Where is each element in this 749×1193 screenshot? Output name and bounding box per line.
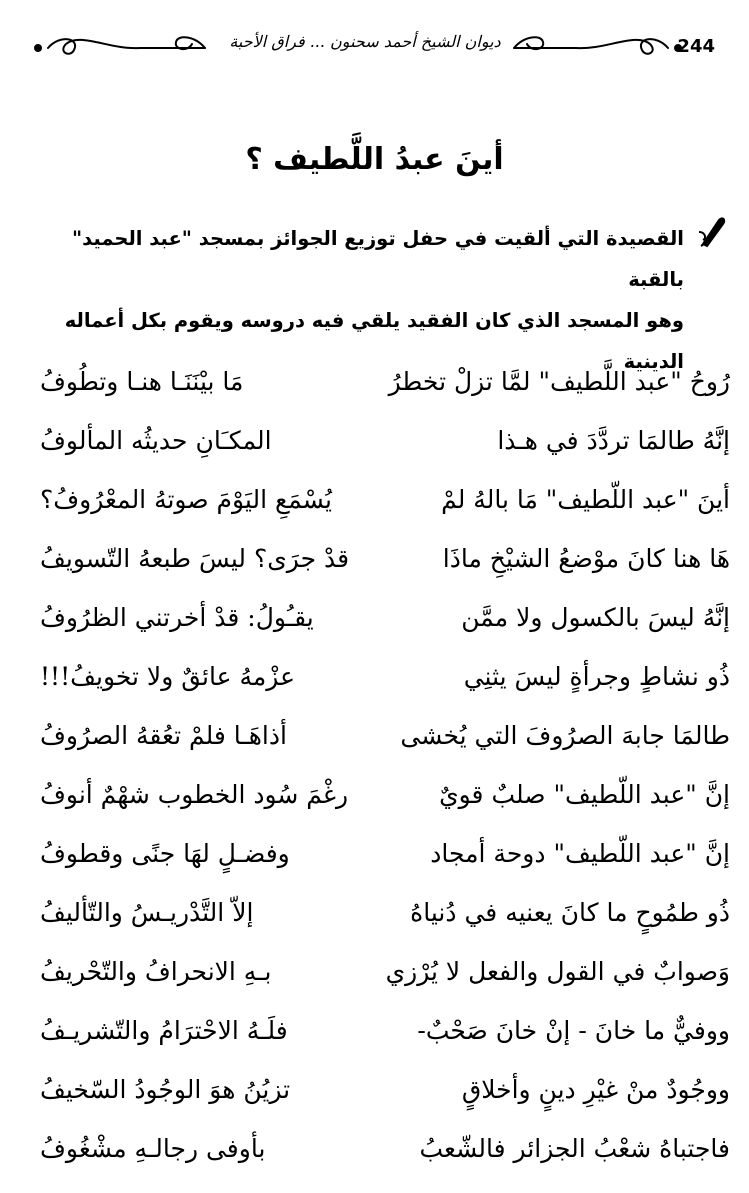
verse-first-hemistich: إنَّ "عبد اللّطيف" صلبٌ قويٌ bbox=[439, 780, 730, 809]
verse bbox=[40, 706, 730, 765]
running-header bbox=[0, 22, 749, 72]
verse-second-hemistich: المكـَانِ حديثُه المألوفُ bbox=[40, 426, 272, 455]
running-title: ديوان الشيخ أحمد سحنون ... فراق الأحبة bbox=[229, 32, 501, 51]
verse bbox=[40, 824, 730, 883]
verse-first-hemistich: ذُو نشاطٍ وجرأةٍ ليسَ يثنِي bbox=[463, 662, 730, 691]
intro-line: وهو المسجد الذي كان الفقيد يلقي فيه دروسه ويقوم بكل أعماله الدينية bbox=[64, 309, 684, 373]
verse-second-hemistich: بـهِ الانحرافُ والتّحْريفُ bbox=[40, 957, 272, 986]
verse-first-hemistich: هَا هنا كانَ موْضعُ الشيْخِ ماذَا bbox=[442, 544, 730, 573]
poem-title: أينَ عبدُ اللَّطيف ؟ bbox=[245, 142, 504, 177]
verse bbox=[40, 765, 730, 824]
verse bbox=[40, 352, 730, 411]
quill-pen-icon bbox=[697, 214, 727, 248]
verse-second-hemistich: فلَـهُ الاحْترَامُ والتّشريـفُ bbox=[40, 1016, 288, 1045]
verse bbox=[40, 647, 730, 706]
verse-first-hemistich: فاجتباهُ شعْبُ الجزائر فالشّعبُ bbox=[419, 1134, 730, 1163]
page-number: 244 bbox=[677, 36, 715, 57]
verse-first-hemistich: طالمَا جابهَ الصرُوفَ التي يُخشى bbox=[400, 721, 730, 750]
verse-second-hemistich: قدْ جرَى؟ ليسَ طبعهُ التّسويفُ bbox=[40, 544, 350, 573]
verse bbox=[40, 883, 730, 942]
verse-first-hemistich: أينَ "عبد اللّطيف" مَا بالهُ لمْ bbox=[441, 485, 730, 514]
verse-second-hemistich: يُسْمَعِ اليَوْمَ صوتهُ المعْرُوفُ؟ bbox=[40, 485, 332, 514]
verse-first-hemistich: إنَّ "عبد اللّطيف" دوحة أمجاد bbox=[430, 839, 730, 868]
verse bbox=[40, 1119, 730, 1178]
verse-second-hemistich: يقـُولُ: قدْ أخرتني الظرُوفُ bbox=[40, 603, 314, 632]
verse-first-hemistich: رُوحُ "عبد اللَّطيف" لمَّا تزلْ تخطرُ bbox=[388, 367, 730, 396]
verse-first-hemistich: إنَّهُ طالمَا تردَّدَ في هـذا bbox=[497, 426, 730, 455]
verse-first-hemistich: ووفيٌّ ما خانَ - إنْ خانَ صَحْبٌ- bbox=[417, 1016, 730, 1045]
poem-verses bbox=[40, 352, 730, 1178]
intro-line: القصيدة التي ألقيت في حفل توزيع الجوائز بمسجد "عبد الحميد" بالقبة bbox=[71, 227, 684, 291]
verse bbox=[40, 588, 730, 647]
verse bbox=[40, 470, 730, 529]
verse-second-hemistich: بأوفى رجالـهِ مشْغُوفُ bbox=[40, 1134, 266, 1163]
verse bbox=[40, 942, 730, 1001]
verse-second-hemistich: عزْمهُ عائقٌ ولا تخويفُ!!! bbox=[40, 662, 296, 691]
verse-first-hemistich: ذُو طمُوحٍ ما كانَ يعنيه في دُنياهُ bbox=[410, 898, 730, 927]
verse-second-hemistich: وفضـلٍ لهَا جنًى وقطوفُ bbox=[40, 839, 290, 868]
verse bbox=[40, 529, 730, 588]
verse bbox=[40, 1001, 730, 1060]
verse-first-hemistich: وَصوابٌ في القول والفعل لا يُرْزي bbox=[385, 957, 730, 986]
verse-second-hemistich: رغْمَ سُود الخطوب شهْمٌ أنوفُ bbox=[40, 780, 349, 809]
verse-first-hemistich: ووجُودٌ منْ غيْرِ دينٍ وأخلاقٍ bbox=[461, 1075, 730, 1104]
verse-second-hemistich: أذاهَـا فلمْ تعُقهُ الصرُوفُ bbox=[40, 721, 287, 750]
verse-second-hemistich: إلاّ التَّدْريـسُ والتّأليفُ bbox=[40, 898, 254, 927]
verse-second-hemistich: تزيُنُ هوَ الوجُودُ السّخيفُ bbox=[40, 1075, 291, 1104]
verse-second-hemistich: مَا بيْنَنَـا هنـا وتطُوفُ bbox=[40, 367, 244, 396]
verse-first-hemistich: إنَّهُ ليسَ بالكسول ولا ممَّن bbox=[461, 603, 730, 632]
verse bbox=[40, 1060, 730, 1119]
verse bbox=[40, 411, 730, 470]
